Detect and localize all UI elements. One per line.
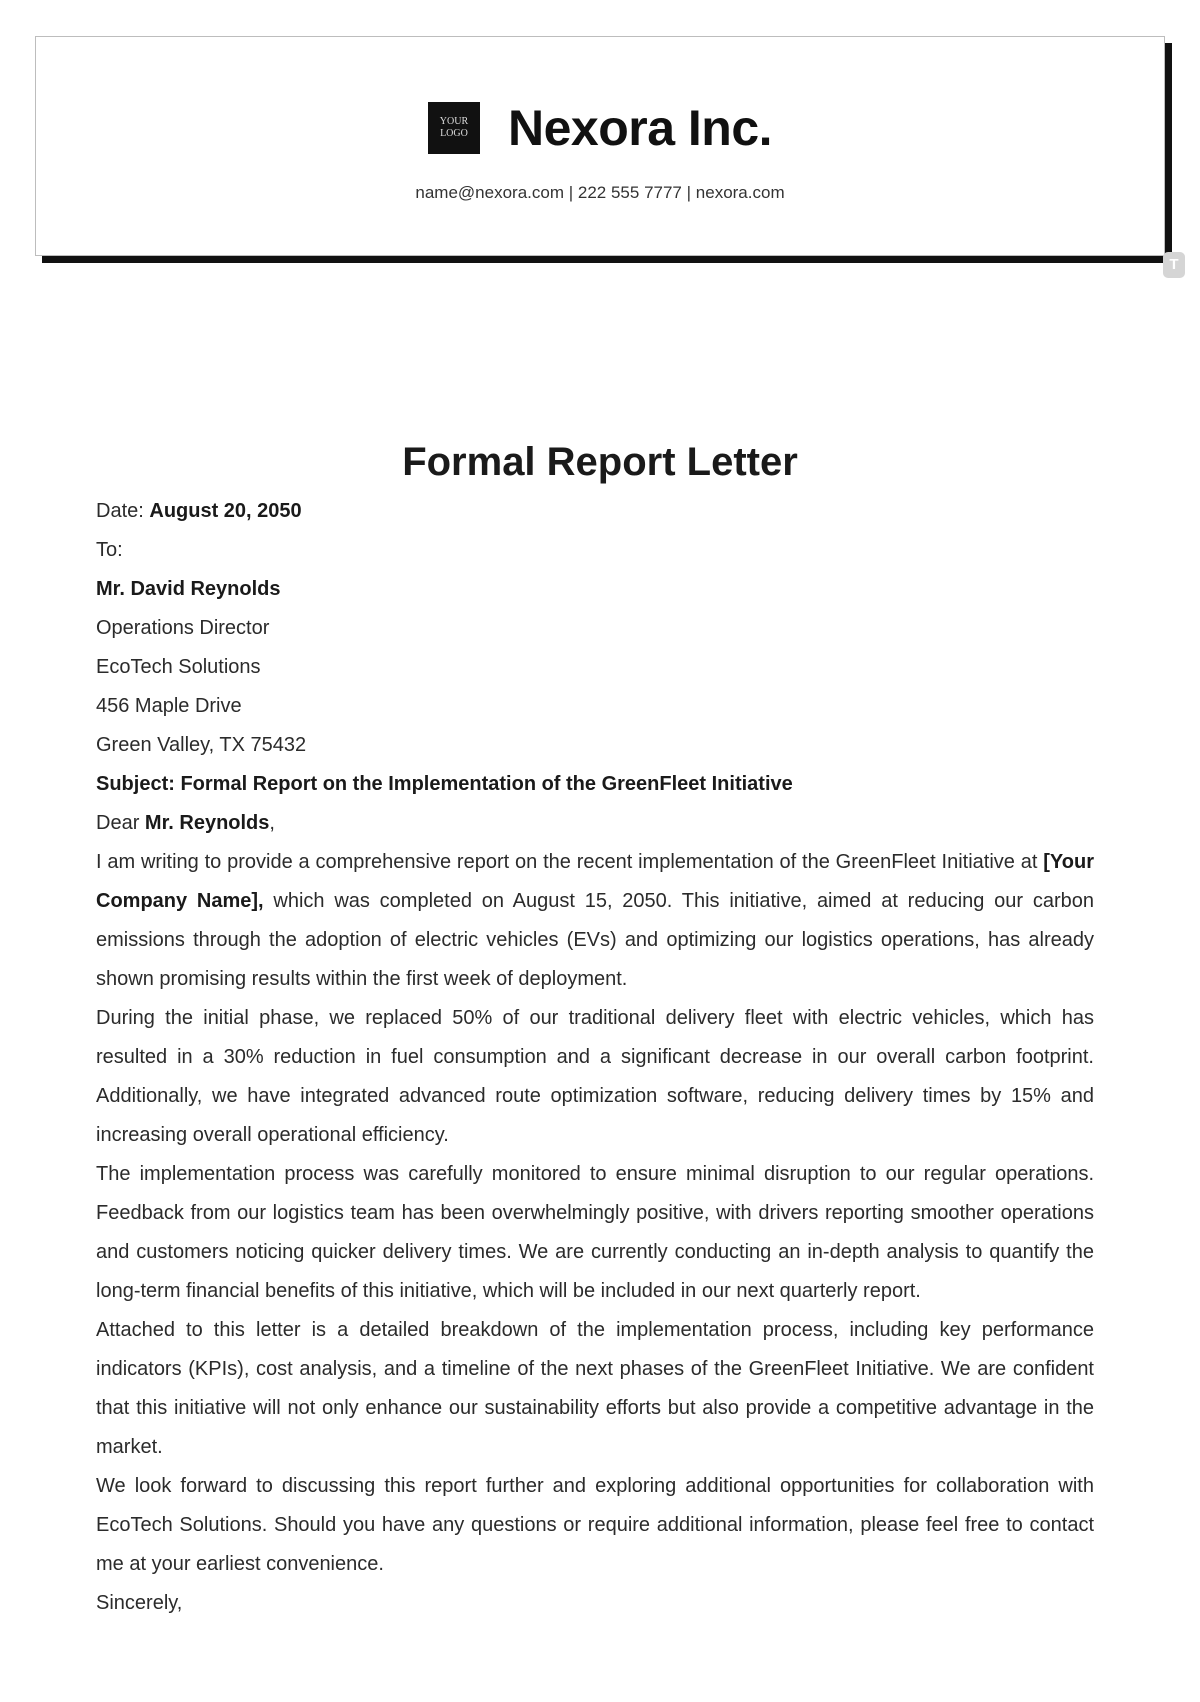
- p1-text-cont: which was completed on August 15, 2050. This initiative, aimed at reducing our carbon emissions through the adoption of electric vehicles (EVs) and optimizing our logistics operations, has already shown promising results within the first week of deployment.: [96, 890, 1095, 990]
- salutation-name: Mr. Reynolds: [144, 812, 270, 834]
- recipient-street: 456 Maple Drive: [96, 695, 242, 717]
- to-label: To:: [96, 539, 123, 561]
- paragraph-2: During the initial phase, we replaced 50% of our traditional delivery fleet with electric vehicles, which has resulted in a 30% reduction in fuel consumption and a significant decrease in our overall carbon footprint. Additionally, we have integrated advanced route optimization software, reducing delivery times by 15% and increasing overall operational efficiency.: [96, 1007, 1094, 1146]
- salutation-prefix: Dear: [96, 812, 140, 834]
- paragraph-3: The implementation process was carefully monitored to ensure minimal disruption to our regular operations. Feedback from our logistics team has been overwhelmingly positive, with drivers reporting smoother operations and customers noticing quicker delivery times. We are currently conducting an in-depth analysis to quantify the long-term financial benefits of this initiative, which will be included in our next quarterly report.: [96, 1163, 1094, 1302]
- date-value: August 20, 2050: [149, 500, 302, 522]
- text-tool-icon[interactable]: T: [1163, 252, 1185, 278]
- recipient-name-text: Mr. David Reynolds: [96, 578, 281, 600]
- subject-text: Subject: Formal Report on the Implementation of the GreenFleet Initiative: [96, 773, 793, 795]
- phone: 222 555 7777: [577, 183, 682, 202]
- separator: |: [568, 183, 574, 202]
- letterhead: [35, 36, 1165, 256]
- recipient-city: Green Valley, TX 75432: [96, 734, 307, 756]
- recipient-title: Operations Director: [96, 617, 270, 639]
- company-logo: [428, 102, 480, 154]
- brand: [36, 99, 1164, 157]
- subject-line: [96, 765, 1094, 804]
- recipient-name: [96, 570, 1094, 609]
- company-placeholder: [Your Company Name],: [96, 851, 1094, 912]
- company-name: Nexora Inc.: [507, 100, 773, 156]
- date-line: [96, 492, 1094, 531]
- paragraph-5: We look forward to discussing this report further and exploring additional opportunities for collaboration with EcoTech Solutions. Should you have any questions or require additional information, please feel free to contact me at your earliest convenience.: [96, 1475, 1094, 1575]
- separator: |: [686, 183, 692, 202]
- paragraph-1: [96, 843, 1094, 999]
- email: name@nexora.com: [415, 183, 564, 202]
- closing: Sincerely,: [96, 1592, 183, 1614]
- salutation: [96, 804, 1094, 843]
- p1-text: I am writing to provide a comprehensive report on the recent implementation of the GreenFleet Initiative at: [96, 851, 1038, 873]
- logo-text-line: LOGO: [440, 128, 468, 139]
- paragraph-4: Attached to this letter is a detailed breakdown of the implementation process, including key performance indicators (KPIs), cost analysis, and a timeline of the next phases of the GreenFleet Initiative. We are confident that this initiative will not only enhance our sustainability efforts but also provide a competitive advantage in the market.: [96, 1319, 1094, 1458]
- logo-text-line: YOUR: [439, 116, 469, 127]
- document-title: Formal Report Letter: [402, 440, 798, 484]
- recipient-company: EcoTech Solutions: [96, 656, 261, 678]
- date-label: Date:: [96, 500, 144, 522]
- contact-info: [36, 183, 1164, 203]
- letter-body: [96, 492, 1094, 1623]
- website: nexora.com: [695, 183, 785, 202]
- salutation-suffix: ,: [269, 812, 275, 834]
